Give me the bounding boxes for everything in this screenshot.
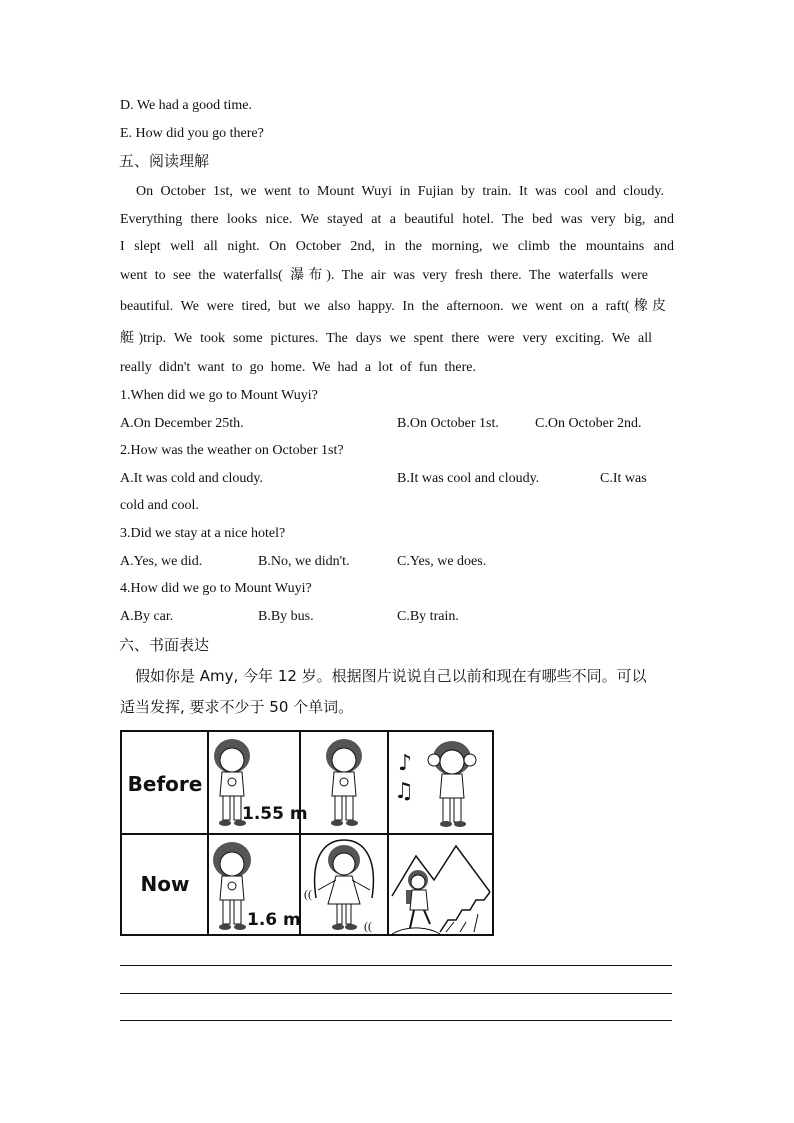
passage-line: went to see the waterfalls( 瀑布). The air was very fresh there. The waterfalls were (120, 268, 648, 283)
svg-text:♪: ♪ (398, 751, 413, 776)
passage-line: beautiful. We were tired, but we also happy. In the afternoon. we went on a raft(橡皮 (120, 299, 666, 314)
writing-prompt-line-2: 适当发挥, 要求不少于 50 个单词。 (120, 698, 354, 716)
svg-text:♫: ♫ (394, 779, 414, 804)
section-5-title: 五、阅读理解 (119, 152, 210, 170)
q4-option-b: B.By bus. (258, 609, 314, 624)
q3-option-b: B.No, we didn't. (258, 554, 350, 569)
before-now-picture-grid (120, 730, 494, 936)
svg-text:((: (( (304, 887, 312, 901)
question-3: 3.Did we stay at a nice hotel? (120, 526, 286, 541)
q3-option-a: A.Yes, we did. (120, 554, 203, 569)
q1-option-a: A.On December 25th. (120, 416, 244, 431)
passage-line: really didn't want to go home. We had a lot of fun there. (120, 360, 476, 375)
question-1: 1.When did we go to Mount Wuyi? (120, 388, 318, 403)
q2-option-c-continued: cold and cool. (120, 498, 199, 513)
girl-jumping-rope-illustration (304, 838, 384, 934)
q1-option-c: C.On October 2nd. (535, 416, 642, 431)
q4-option-a: A.By car. (120, 609, 174, 624)
girl-climbing-mountain-illustration (390, 836, 492, 934)
q1-option-b: B.On October 1st. (397, 416, 499, 431)
question-4: 4.How did we go to Mount Wuyi? (120, 581, 312, 596)
q2-option-b: B.It was cool and cloudy. (397, 471, 540, 486)
question-2: 2.How was the weather on October 1st? (120, 443, 344, 458)
writing-answer-line[interactable] (120, 1020, 672, 1021)
q2-option-c: C.It was (600, 471, 647, 486)
option-d: D. We had a good time. (120, 98, 252, 113)
writing-answer-line[interactable] (120, 965, 672, 966)
girl-standing-illustration (322, 736, 372, 830)
writing-answer-line[interactable] (120, 993, 672, 994)
height-now-label: 1.6 m (247, 910, 301, 930)
q3-option-c: C.Yes, we does. (397, 554, 487, 569)
section-6-title: 六、书面表达 (119, 636, 210, 654)
passage-line: On October 1st, we went to Mount Wuyi in Fujian by train. It was cool and cloudy. (136, 184, 664, 199)
q2-option-a: A.It was cold and cloudy. (120, 471, 263, 486)
row-label-now: Now (140, 872, 190, 896)
passage-line: 艇)trip. We took some pictures. The days we spent there were very exciting. We all (120, 331, 652, 346)
passage-line: I slept well all night. On October 2nd, in the morning, we climb the mountains and (120, 239, 674, 254)
row-label-before: Before (127, 772, 203, 796)
svg-text:((: (( (364, 919, 372, 933)
passage-line: Everything there looks nice. We stayed at a beautiful hotel. The bed was very big, and (120, 212, 674, 227)
q4-option-c: C.By train. (397, 609, 459, 624)
option-e: E. How did you go there? (120, 126, 264, 141)
height-before-label: 1.55 m (242, 804, 308, 824)
girl-listening-music-illustration (392, 736, 492, 830)
writing-prompt-line-1: 假如你是 Amy, 今年 12 岁。根据图片说说自己以前和现在有哪些不同。可以 (135, 667, 647, 685)
